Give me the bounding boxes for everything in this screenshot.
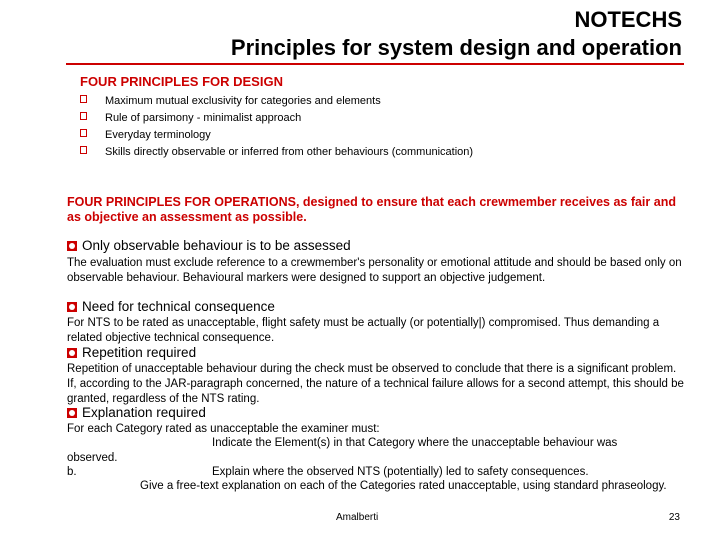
explanation-item-a-continued: observed.: [67, 452, 118, 464]
title-line-2: Principles for system design and operation: [230, 35, 682, 60]
design-heading: FOUR PRINCIPLES FOR DESIGN: [80, 74, 283, 89]
bullet-box-icon: [80, 95, 87, 103]
principle-title: Repetition required: [67, 345, 196, 361]
design-item: Maximum mutual exclusivity for categories and elements: [80, 94, 381, 108]
design-item: Skills directly observable or inferred from other behaviours (communication): [80, 145, 473, 159]
footer-author: Amalberti: [336, 512, 379, 523]
principle-title: Explanation required: [67, 405, 206, 421]
page-number: 23: [668, 512, 680, 523]
design-item: Everyday terminology: [80, 128, 211, 142]
principle-title: Need for technical consequence: [67, 299, 275, 315]
bullet-icon: [67, 241, 77, 251]
explanation-item-b: Explain where the observed NTS (potentially) led to safety consequences.: [212, 466, 589, 478]
explanation-item-c: Give a free-text explanation on each of the Categories rated unacceptable, using standard phraseology.: [140, 480, 667, 492]
bullet-icon: [67, 302, 77, 312]
bullet-box-icon: [80, 146, 87, 154]
explanation-item-b-label: b.: [67, 466, 77, 478]
operations-heading: FOUR PRINCIPLES FOR OPERATIONS, designed to ensure that each crewmember receives as fair and as objective an assessment as possible.: [67, 195, 676, 224]
bullet-icon: [67, 348, 77, 358]
bullet-box-icon: [80, 112, 87, 120]
title-divider: [66, 63, 684, 65]
principle-title: Only observable behaviour is to be assessed: [67, 238, 351, 254]
principle-text: The evaluation must exclude reference to a crewmember's personality or emotional attitude and should be based only on observable behaviour. Behavioural markers were designed to support an objective judgement.: [67, 257, 682, 284]
principle-text: For each Category rated as unacceptable the examiner must:: [67, 423, 380, 435]
design-item: Rule of parsimony - minimalist approach: [80, 111, 301, 125]
bullet-icon: [67, 408, 77, 418]
bullet-box-icon: [80, 129, 87, 137]
explanation-item-a: Indicate the Element(s) in that Category where the unacceptable behaviour was: [212, 437, 618, 449]
title-line-1: NOTECHS: [574, 7, 682, 32]
principle-text: Repetition of unacceptable behaviour during the check must be observed to conclude that there is a significant problem. If, according to the JAR-paragraph concerned, the nature of a technical failure allows for a second attempt, this should be granted, regardless of the NTS rating.: [67, 363, 684, 405]
principle-text: For NTS to be rated as unacceptable, flight safety must be actually (or potentially|) compromised. Thus demanding a related objective technical consequence.: [67, 317, 660, 344]
